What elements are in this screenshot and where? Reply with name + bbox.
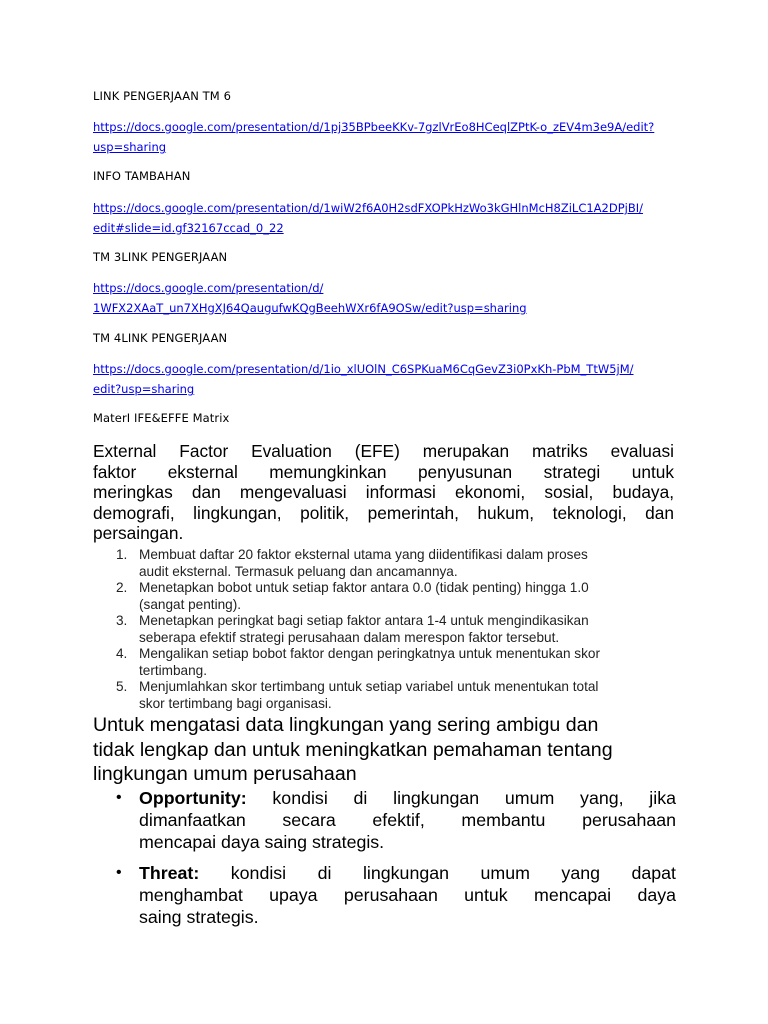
- list-item-text: Menetapkan bobot untuk setiap faktor antara 0.0 (tidak penting) hingga 1.0: [139, 580, 589, 595]
- bullet-term: Threat:: [139, 863, 200, 883]
- info-link-line1[interactable]: https://docs.google.com/presentation/d/1wiW2f6A0H2sdFXOPkHzWo3kGHlnMcH8ZiLC1A2DPjBI/: [93, 201, 644, 215]
- materi-heading: MaterI IFE&EFFE Matrix: [93, 411, 230, 425]
- tm6-link[interactable]: [93, 117, 678, 157]
- list-item-text: Membuat daftar 20 faktor eksternal utama yang diidentifikasi dalam proses: [139, 547, 588, 562]
- tm6-link-line1[interactable]: https://docs.google.com/presentation/d/1pj35BPbeeKKv-7gzlVrEo8HCeqlZPtK-o_zEV4m3e9A/edit?: [93, 120, 655, 134]
- list-item-text: tertimbang.: [139, 662, 208, 678]
- tm4-link-line2[interactable]: edit?usp=sharing: [93, 382, 195, 396]
- list-item-text: (sangat penting).: [139, 596, 242, 612]
- info-heading: INFO TAMBAHAN: [93, 169, 191, 183]
- list-item-text: audit eksternal. Termasuk peluang dan ancamannya.: [139, 563, 458, 579]
- opportunity-threat-list: [116, 787, 676, 937]
- efe-line: faktor eksternal memungkinkan penyusunan strategi untuk: [93, 461, 674, 482]
- info-link[interactable]: [93, 198, 678, 238]
- list-item-text: skor tertimbang bagi organisasi.: [139, 695, 332, 711]
- bullet-text: kondisi di lingkungan umum yang dapat: [199, 863, 676, 883]
- info-link-line2[interactable]: edit#slide=id.gf32167ccad_0_22: [93, 221, 284, 235]
- intro-paragraph: [93, 713, 678, 787]
- intro-line: lingkungan umum perusahaan: [93, 763, 357, 785]
- tm4-link[interactable]: [93, 359, 678, 399]
- list-item: [116, 580, 676, 613]
- list-number: 3.: [116, 613, 128, 628]
- list-item: [116, 679, 676, 712]
- list-item: [116, 646, 676, 679]
- bullet-icon: •: [116, 864, 122, 881]
- efe-line: External Factor Evaluation (EFE) merupakan matriks evaluasi: [93, 441, 674, 461]
- tm3-link-line2[interactable]: 1WFX2XAaT_un7XHgXJ64QaugufwKQgBeehWXr6fA9OSw/edit?usp=sharing: [93, 301, 527, 315]
- tm6-heading: LINK PENGERJAAN TM 6: [93, 89, 231, 103]
- list-item-text: Menjumlahkan skor tertimbang untuk setiap variabel untuk menentukan total: [139, 679, 599, 694]
- efe-line: persaingan.: [93, 523, 184, 544]
- list-item: [116, 613, 676, 646]
- bullet-line: dimanfaatkan secara efektif, membantu perusahaan: [139, 810, 676, 830]
- list-number: 4.: [116, 646, 128, 661]
- list-number: 2.: [116, 580, 128, 595]
- tm6-link-line2[interactable]: usp=sharing: [93, 140, 167, 154]
- bullet-line: [139, 862, 676, 884]
- tm3-link[interactable]: [93, 278, 678, 318]
- efe-paragraph: [93, 441, 674, 544]
- list-number: 1.: [116, 547, 128, 562]
- tm4-heading: TM 4LINK PENGERJAAN: [93, 331, 228, 345]
- efe-line: demografi, lingkungan, politik, pemerintah, hukum, teknologi, dan: [93, 502, 674, 523]
- intro-line: tidak lengkap dan untuk meningkatkan pemahaman tentang: [93, 738, 613, 761]
- bullet-line: menghambat upaya perusahaan untuk mencapai daya: [139, 885, 676, 905]
- bullet-line: mencapai daya saing strategis.: [139, 832, 385, 852]
- efe-steps-list: [116, 547, 676, 712]
- list-item: [116, 547, 676, 580]
- tm4-link-line1[interactable]: https://docs.google.com/presentation/d/1io_xlUOlN_C6SPKuaM6CqGevZ3i0PxKh-PbM_TtW5jM/: [93, 362, 634, 376]
- bullet-line: [139, 787, 676, 809]
- tm3-link-line1[interactable]: https://docs.google.com/presentation/d/: [93, 281, 324, 295]
- list-number: 5.: [116, 679, 128, 694]
- bullet-line: saing strategis.: [139, 907, 259, 927]
- bullet-icon: •: [116, 789, 122, 806]
- list-item-text: Mengalikan setiap bobot faktor dengan peringkatnya untuk menentukan skor: [139, 646, 600, 661]
- list-item-text: seberapa efektif strategi perusahaan dalam merespon faktor tersebut.: [139, 629, 560, 645]
- list-item-threat: [116, 862, 676, 928]
- list-item-opportunity: [116, 787, 676, 853]
- efe-line: meringkas dan mengevaluasi informasi ekonomi, sosial, budaya,: [93, 482, 674, 503]
- intro-line: Untuk mengatasi data lingkungan yang sering ambigu dan: [93, 714, 599, 736]
- list-item-text: Menetapkan peringkat bagi setiap faktor antara 1-4 untuk mengindikasikan: [139, 613, 589, 628]
- bullet-text: kondisi di lingkungan umum yang, jika: [246, 788, 676, 808]
- tm3-heading: TM 3LINK PENGERJAAN: [93, 250, 228, 264]
- bullet-term: Opportunity:: [139, 788, 247, 808]
